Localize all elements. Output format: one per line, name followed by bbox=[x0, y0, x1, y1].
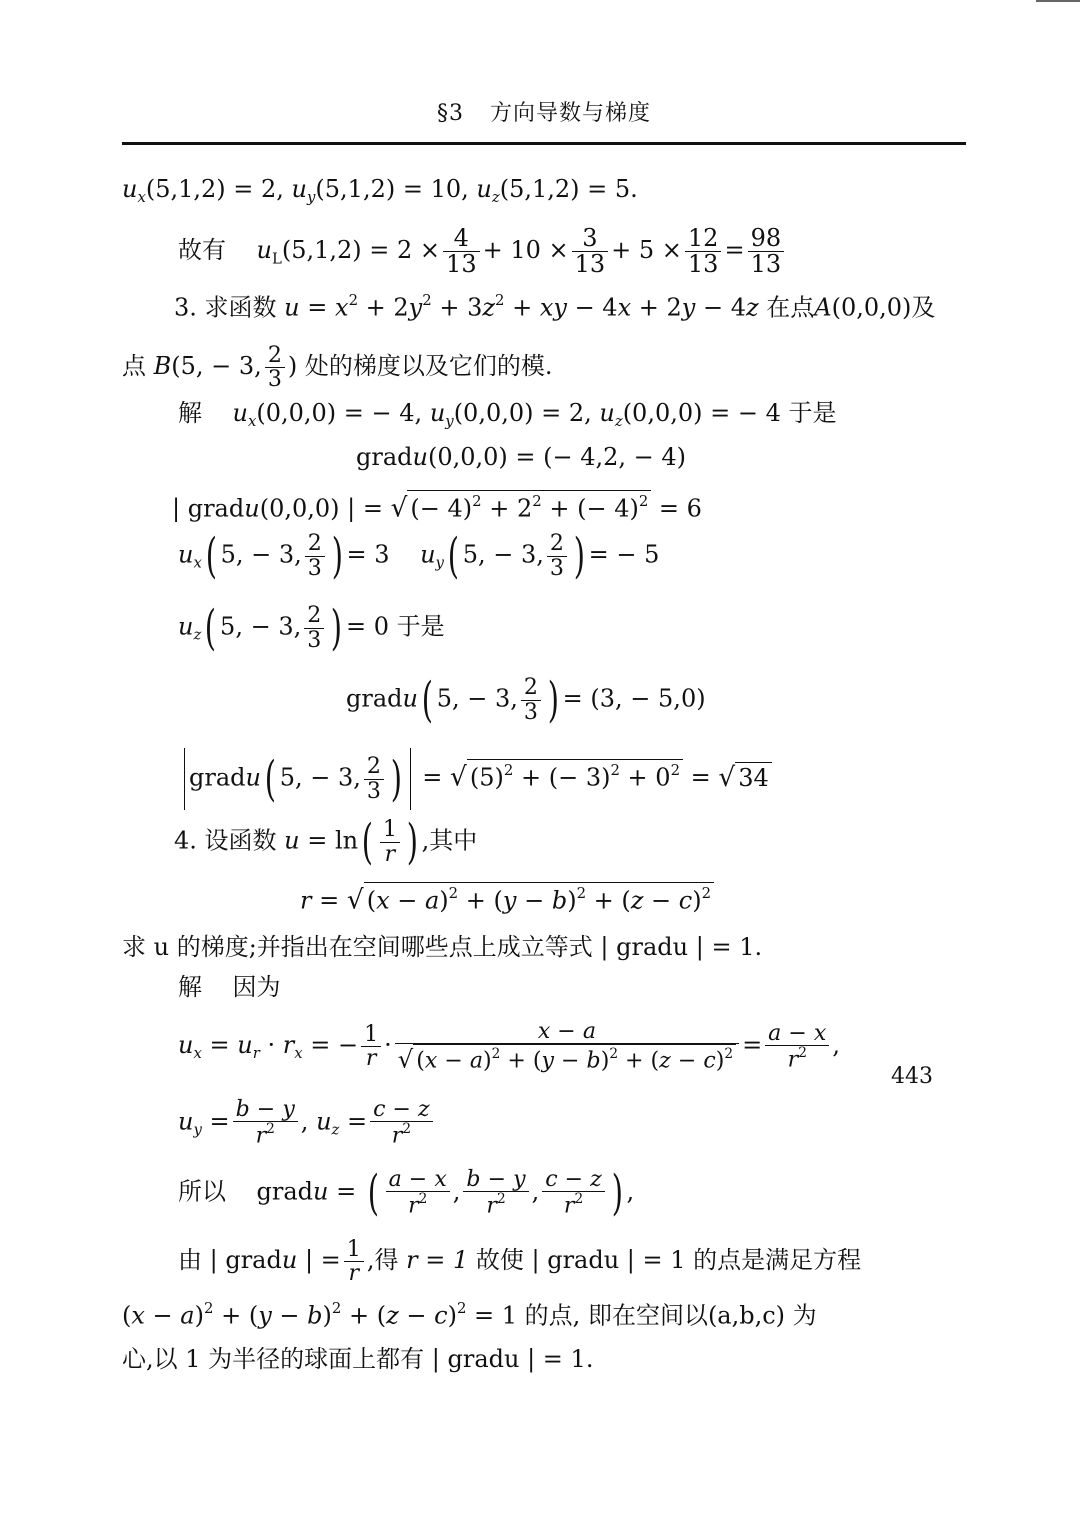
suo-yi-text: 所以 bbox=[178, 1177, 226, 1206]
problem-4-label: 4. 设函数 bbox=[174, 826, 277, 855]
problem-4-line1: 4. 设函数 u = ln( $\frac{1}{r}$ ) ,其中 bbox=[174, 814, 478, 870]
gu-shi-text: 故使 | gradu | = 1 的点是满足方程 bbox=[475, 1246, 862, 1275]
section-title: 方向导数与梯度 bbox=[489, 101, 651, 126]
conclusion-text-3: 心,以 1 为半径的球面上都有 | gradu | = 1. bbox=[122, 1345, 594, 1373]
r-equals-one: r = 1 bbox=[406, 1246, 469, 1275]
problem-3-line1: 3. 求函数 $u = x^2 + 2y^2 + 3z^2$ + xy − 4x + 2y − 4z 在点A(0,0,0)及 bbox=[174, 291, 936, 322]
conclusion-line2: $(x - a)^2 + (y - b)^2 + (z - c)^2 = 1$ 的点, 即在空间以(a,b,c) 为 bbox=[122, 1299, 817, 1330]
you-text: 由 bbox=[178, 1246, 202, 1275]
solution-4-intro bbox=[178, 974, 281, 1000]
de-text: ,得 bbox=[366, 1246, 399, 1275]
yin-wei-text: 因为 bbox=[232, 973, 281, 1001]
conclusion-line1: 由 | gradu | = $\frac{1}{r}$ ,得 r = 1 故使 | gradu | = 1 的点是满足方程 bbox=[178, 1237, 862, 1287]
uy-uz-line: $u_y$ = $\frac{b - y}{r^2}$ , $u_z$ = $\frac{c - z}{r^2}$ bbox=[178, 1098, 436, 1148]
jie-label-2: 解 bbox=[178, 973, 202, 1001]
problem-4-question bbox=[122, 934, 762, 960]
dian-text: 点 bbox=[122, 352, 146, 381]
edge-mark bbox=[1036, 0, 1080, 10]
partials-b-line2: $u_z$( 5, − 3, $\frac{2}{3}$ ) = 0 于是 bbox=[178, 600, 445, 656]
gradu-result-line: 所以 gradu = ( $\frac{a - x}{r^2}$ , $\frac{b - y}{r^2}$ , $\frac{c - z}{r^2}$ ) , bbox=[178, 1164, 635, 1221]
page-number: 443 bbox=[891, 1064, 933, 1089]
yu-shi-text: 于是 bbox=[788, 399, 837, 427]
zai-dian-text: 在点 bbox=[766, 293, 815, 322]
grad-b-line: gradu( 5, − 3, $\frac{2}{3}$ ) = (3, − 5,0) bbox=[346, 672, 706, 728]
partials-b-line1: $u_x$( 5, − 3, $\frac{2}{3}$ ) = 3 $u_y$( 5, − 3, $\frac{2}{3}$ ) = − 5 bbox=[178, 528, 660, 584]
gu-you-text: 故有 bbox=[178, 236, 226, 265]
ji-text: 及 bbox=[911, 293, 936, 322]
problem-3-tail: 处的梯度以及它们的模. bbox=[304, 352, 553, 381]
running-header bbox=[122, 96, 966, 127]
grad-origin-norm-line: | gradu(0,0,0) | = √ (− $4)^2 + 2^2$ + (− 4)$^2$ = 6 bbox=[172, 492, 702, 524]
conclusion-line3 bbox=[122, 1346, 593, 1372]
grad-b-norm-line: gradu( 5, − 3, $\frac{2}{3}$ ) = √ $(5)^2$ + (− $3)^2 + 0^2$ = √ 34 bbox=[180, 748, 772, 810]
grad-origin-line: gradu(0,0,0) = (− 4,2, − 4) bbox=[356, 443, 687, 471]
partials-line: $u_x(5,1,2) = 2$, $u_y(5,1,2) = 10$, $u_z(5,1,2) = 5$. bbox=[122, 175, 638, 207]
section-number: §3 bbox=[436, 101, 464, 126]
problem-4-question-text: 求 u 的梯度;并指出在空间哪些点上成立等式 | gradu | = 1. bbox=[122, 933, 763, 961]
directional-derivative-line: 故有 $u_L(5,1,2) = 2$ × $\frac{4}{13}$ + 10 × $\frac{3}{13}$ + 5 × $\frac{12}{13}$ = $\frac{98}{13}$ bbox=[178, 226, 787, 277]
problem-3-line2: 点 B(5, − 3, $\frac{2}{3}$ ) 处的梯度以及它们的模. bbox=[122, 343, 553, 393]
header-rule bbox=[122, 142, 966, 145]
solution-3-line1: 解 $u_x(0,0,0)$ = − 4, $u_y(0,0,0) = 2$, $u_z(0,0,0)$ = − 4 于是 bbox=[178, 399, 837, 431]
jie-label: 解 bbox=[178, 399, 202, 427]
yu-shi-text-2: 于是 bbox=[396, 612, 445, 641]
r-definition-line: r = √ $(x - a)^2 + (y - b)^2 + (z - c)^2$ bbox=[300, 882, 714, 914]
qi-zhong-text: ,其中 bbox=[421, 826, 478, 855]
conclusion-text-2: = 1 的点, 即在空间以(a,b,c) 为 bbox=[474, 1301, 817, 1330]
problem-3-label: 3. 求函数 bbox=[174, 293, 277, 322]
ux-derivation-line: $u_x = u_r \cdot r_x$ = − $\frac{1}{r}$ · $\frac{x - a}{√ (x - a)^2 + (y - b)^2 + (z - c)^2}$ = $\frac{a - x}{r^2}$ , bbox=[178, 1019, 840, 1074]
